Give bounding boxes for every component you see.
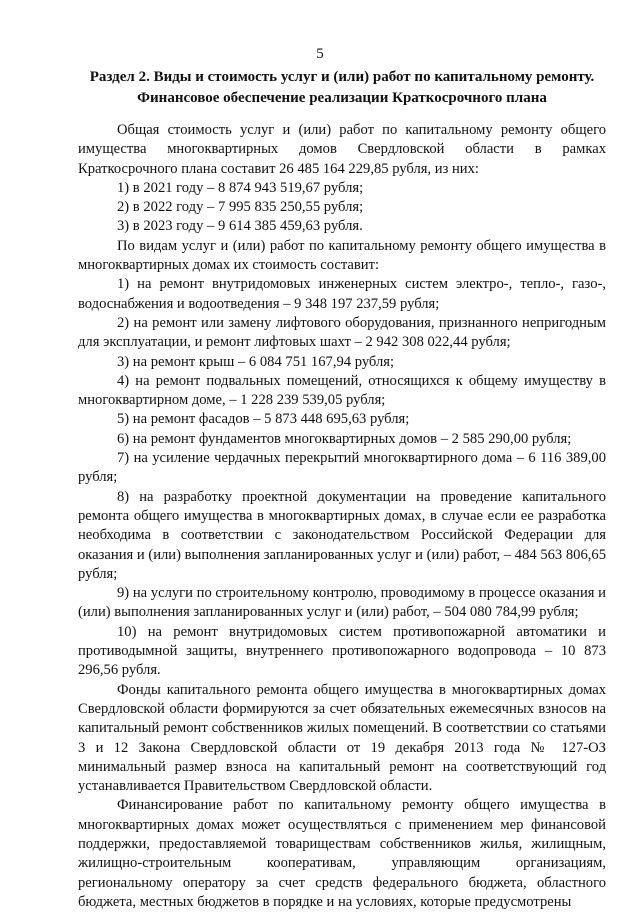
section-heading — [78, 67, 606, 108]
section-heading-line-1: Раздел 2. Виды и стоимость услуг и (или) работ по капитальному ремонту. — [89, 69, 595, 85]
list-item-foundations: 6) на ремонт фундаментов многоквартирных домов – 2 585 290,00 рубля; — [117, 430, 572, 447]
paragraph-by-work-type: По видам услуг и (или) работ по капитальному ремонту общего имущества в многоквартирных домах их стоимость составит: — [78, 237, 606, 274]
paragraph-total-cost: Общая стоимость услуг и (или) работ по капитальному ремонту общего имущества многоквартирных домов Свердловской области в рамках Краткосрочного плана составит 26 485 164 229,85 рубля, из них: — [78, 122, 606, 177]
paragraph-funds: Фонды капитального ремонта общего имущества в многоквартирных домах Свердловской области формируются за счет обязательных ежемесячных взносов на капитальный ремонт собственников жилых помещений. В соответствии со статьями 3 и 12 Закона Свердловской области от 19 декабря 2013 года № 127-ОЗ минимальный размер взноса на капитальный ремонт на соответствующий год устанавливается Правительством Свердловской области. — [78, 681, 606, 795]
list-item-facades: 5) на ремонт фасадов – 5 873 448 695,63 рубля; — [117, 411, 410, 428]
paragraph-financing: Финансирование работ по капитальному ремонту общего имущества в многоквартирных домах может осуществляться с применением мер финансовой поддержки, предоставляемой товариществам собственников жилья, жилищным, жилищно-строительным кооперативам, управляющим организациям, региональному оператору за счет средств федерального бюджета, областного бюджета, местных бюджетов в порядке и на условиях, которые предусмотрены — [78, 797, 606, 910]
list-item-engineering-systems: 1) на ремонт внутридомовых инженерных систем электро-, тепло-, газо-, водоснабжения и водоотведения – 9 348 197 237,59 рубля; — [78, 276, 606, 312]
list-item-roofs: 3) на ремонт крыш – 6 084 751 167,94 рубля; — [117, 353, 395, 370]
list-item-elevators: 2) на ремонт или замену лифтового оборудования, признанного непригодным для эксплуатации, и ремонт лифтовых шахт – 2 942 308 022,44 рубля; — [78, 314, 606, 351]
list-item-basements: 4) на ремонт подвальных помещений, относящихся к общему имуществу в многоквартирном доме, – 1 228 239 539,05 рубля; — [78, 372, 606, 409]
list-item-project-documentation: 8) на разработку проектной документации на проведение капитального ремонта общего имущества в многоквартирных домах, в случае если ее разработка необходима в соответствии с законодательством Российской Федерации для оказания и (или) выполнения запланированных услуг и (или) работ, – 484 563 806,65 рубля; — [78, 488, 606, 582]
list-item-year-2022: 2) в 2022 году – 7 995 835 250,55 рубля; — [117, 199, 364, 216]
list-item-attic-floors: 7) на усиление чердачных перекрытий многоквартирного дома – 6 116 389,00 рубля; — [78, 450, 606, 486]
page-number: 5 — [316, 46, 324, 62]
list-item-year-2021: 1) в 2021 году – 8 874 943 519,67 рубля; — [117, 179, 364, 196]
section-heading-line-2: Финансовое обеспечение реализации Краткосрочного плана — [137, 89, 547, 106]
list-item-fire-systems: 10) на ремонт внутридомовых систем противопожарной автоматики и противодымной защиты, внутреннего противопожарного водопровода – 10 873 296,56 рубля. — [78, 623, 606, 679]
list-item-year-2023: 3) в 2023 году – 9 614 385 459,63 рубля. — [117, 218, 363, 235]
list-item-construction-control: 9) на услуги по строительному контролю, проводимому в процессе оказания и (или) выполнения запланированных услуг и (или) работ, – 504 080 784,99 рубля; — [78, 585, 606, 621]
document-body — [78, 121, 606, 912]
